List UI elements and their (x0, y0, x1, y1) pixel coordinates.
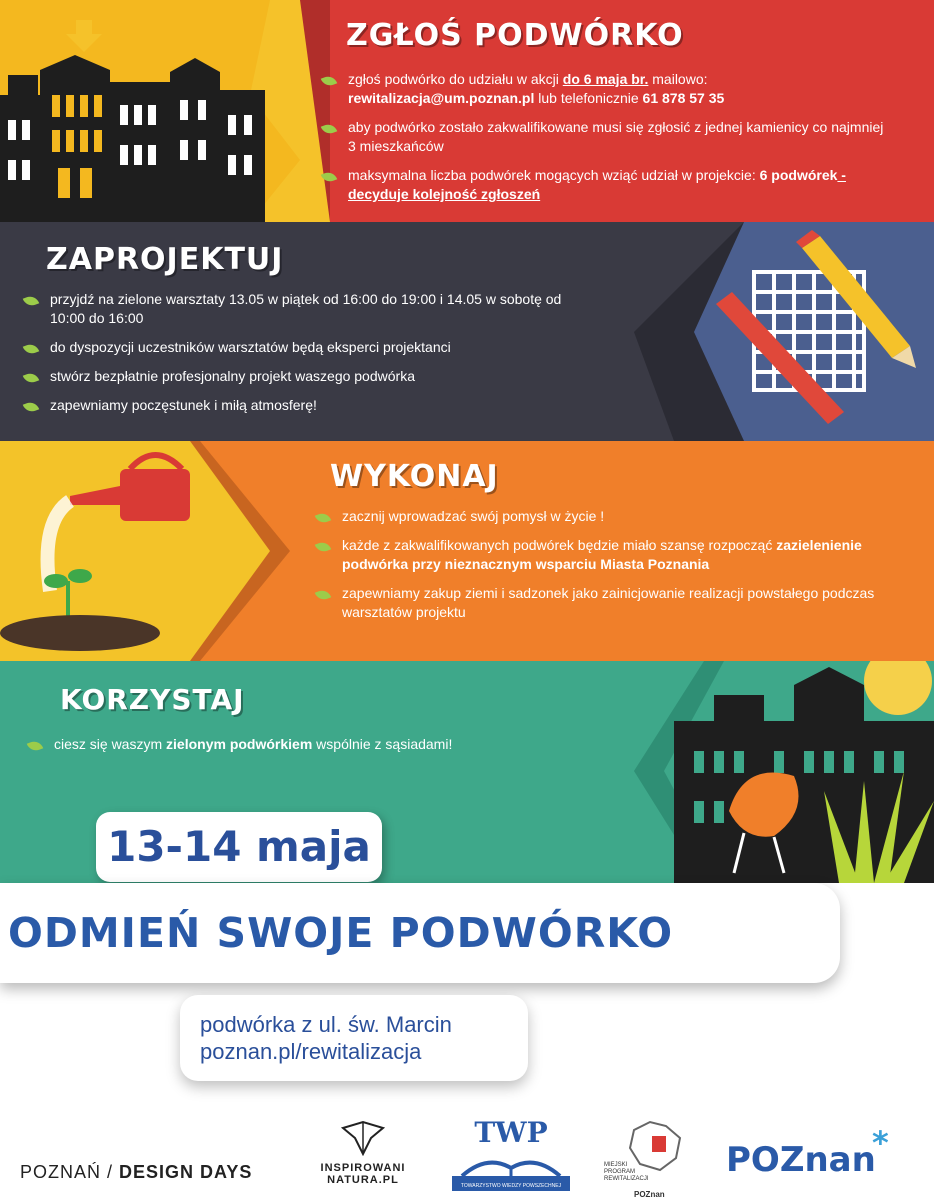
leaf-icon (321, 122, 338, 136)
section-wykonaj (0, 441, 934, 661)
list-item: stwórz bezpłatnie profesjonalny projekt waszego podwórka (24, 367, 596, 386)
list-item: zapewniamy zakup ziemi i sadzonek jako zainicjowanie realizacji powstałego podczas warsztatów projektu (316, 584, 884, 622)
event-date: 13-14 maja (96, 812, 382, 882)
section-items (322, 70, 890, 214)
headline: ODMIEŃ SWOJE PODWÓRKO (0, 883, 840, 983)
info-box (180, 995, 528, 1081)
section-title: KORZYSTAJ (60, 683, 245, 716)
partner-logos (0, 1110, 934, 1200)
watering-graphic (0, 441, 300, 661)
email-link[interactable]: rewitalizacja@um.poznan.pl (348, 90, 535, 106)
section-zglos (0, 0, 934, 222)
townhouses-icon (0, 0, 330, 222)
leaf-icon (27, 739, 44, 753)
list-item: każde z zakwalifikowanych podwórek będzie miało szansę rozpocząć zazielenienie podwórka przy nieznacznym wsparciu Miasta Poznania (316, 536, 884, 574)
section-items (28, 735, 628, 764)
leaf-icon (23, 342, 40, 356)
asterisk-icon: * (872, 1124, 889, 1162)
leaf-icon (315, 540, 332, 554)
section-items (24, 290, 596, 425)
list-item: przyjdź na zielone warsztaty 13.05 w piątek od 16:00 do 19:00 i 14.05 w sobotę od 10:00 do 16:00 (24, 290, 596, 328)
logo-poznan-design-days: POZNAŃ / DESIGN DAYS (20, 1162, 253, 1182)
section-zaprojektuj (0, 222, 934, 441)
open-book-icon (452, 1148, 570, 1182)
list-item: do dyspozycji uczestników warsztatów będą eksperci projektanci (24, 338, 596, 357)
leaf-icon (321, 74, 338, 88)
list-item: zapewniamy poczęstunek i miłą atmosferę! (24, 396, 596, 415)
section-items (316, 507, 884, 632)
design-tools-graphic (634, 222, 934, 441)
info-link[interactable]: poznan.pl/rewitalizacja (200, 1039, 422, 1064)
arrow-down-icon (64, 20, 104, 52)
courtyard-graphic (634, 661, 934, 883)
leaf-icon (23, 400, 40, 414)
info-location: podwórka z ul. św. Marcin (200, 1012, 452, 1037)
leaf-icon (321, 170, 338, 184)
logo-inspirowani-natura: INSPIROWANI NATURA.PL (308, 1120, 418, 1186)
list-item: ciesz się waszym zielonym podwórkiem wspólnie z sąsiadami! (28, 735, 628, 754)
logo-mpr: MIEJSKI PROGRAM REWITALIZACJI POZnan (604, 1118, 696, 1200)
logo-twp: TWP TOWARZYSTWO WIEDZY POWSZECHNEJ (452, 1118, 570, 1198)
leaf-icon (315, 511, 332, 525)
list-item: maksymalna liczba podwórek mogących wziąć udział w projekcie: 6 podwórek - decyduje kolejność zgłoszeń (322, 166, 890, 204)
leaf-icon (315, 588, 332, 602)
leaf-icon (23, 294, 40, 308)
list-item: zacznij wprowadzać swój pomysł w życie ! (316, 507, 884, 526)
section-title: WYKONAJ (330, 459, 499, 494)
leaf-icon (23, 371, 40, 385)
logo-poznan: POZnan * (726, 1124, 889, 1180)
section-title: ZGŁOŚ PODWÓRKO (346, 18, 684, 53)
list-item: zgłoś podwórko do udziału w akcji do 6 maja br. mailowo: rewitalizacja@um.poznan.pl lub telefonicznie 61 878 57 35 (322, 70, 890, 108)
list-item: aby podwórko zostało zakwalifikowane musi się zgłosić z jednej kamienicy co najmniej 3 mieszkańców (322, 118, 890, 156)
origami-bird-icon (341, 1120, 385, 1156)
section-title: ZAPROJEKTUJ (46, 242, 284, 277)
